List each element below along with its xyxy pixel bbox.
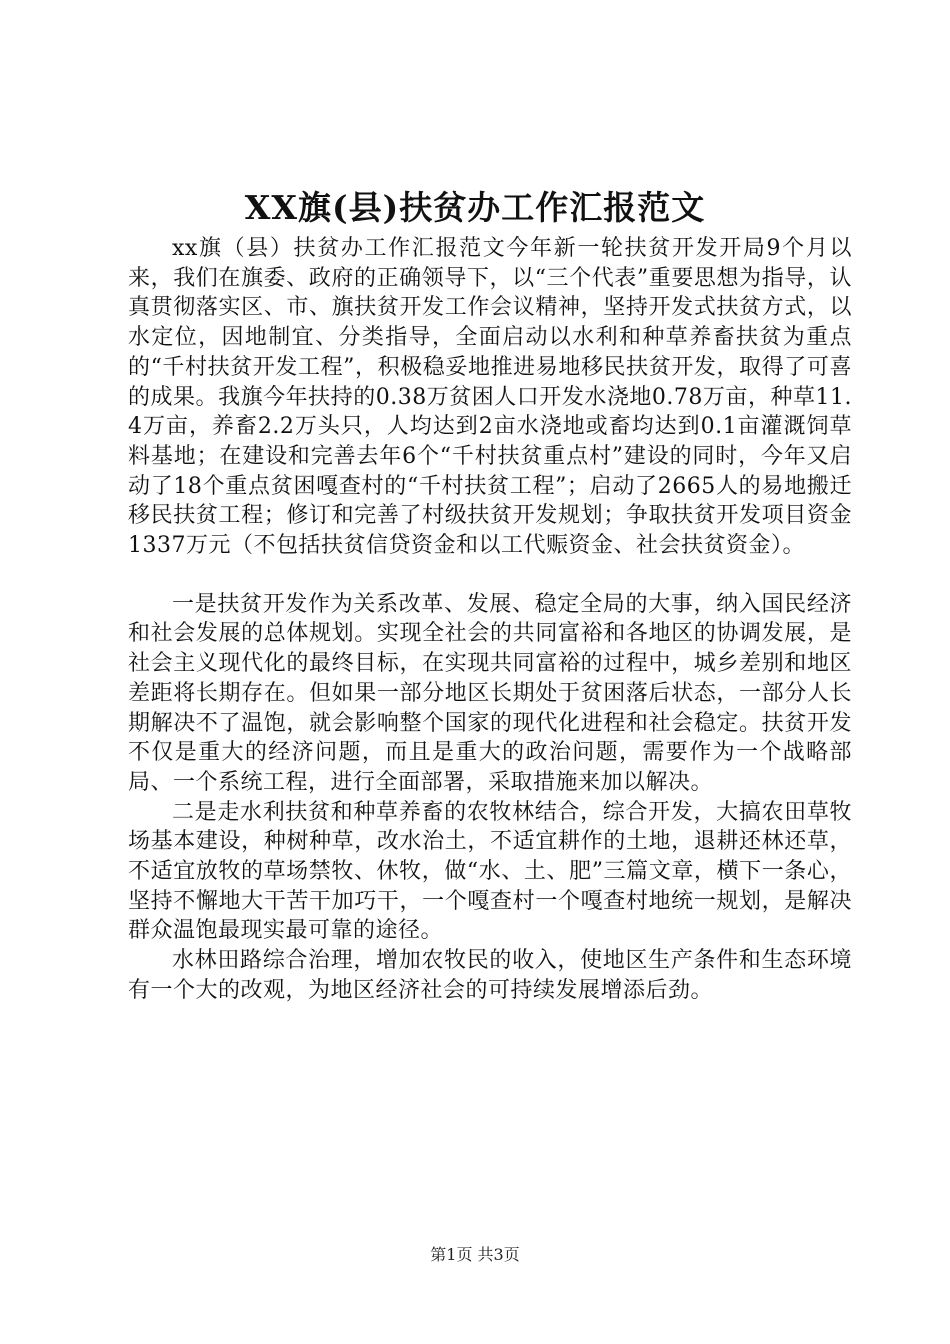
paragraph-conclusion: 水林田路综合治理，增加农牧民的收入，使地区生产条件和生态环境有一个大的改观，为地区经济社会的可持续发展增添后劲。 <box>128 948 852 1003</box>
paragraph-point-two: 二是走水利扶贫和种草养畜的农牧林结合，综合开发，大搞农田草牧场基本建设，种树种草，改水治土，不适宜耕作的土地，退耕还林还草，不适宜放牧的草场禁牧、休牧，做“水、土、肥”三篇文章，横下一条心，坚持不懈地大干苦干加巧干，一个嘎查村一个嘎查村地统一规划，是解决群众温饱最现实最可靠的途径。 <box>128 799 852 944</box>
paragraph-point-one: 一是扶贫开发作为关系改革、发展、稳定全局的大事，纳入国民经济和社会发展的总体规划。实现全社会的共同富裕和各地区的协调发展，是社会主义现代化的最终目标，在实现共同富裕的过程中，城乡差别和地区差距将长期存在。但如果一部分地区长期处于贫困落后状态，一部分人长期解决不了温饱，就会影响整个国家的现代化进程和社会稳定。扶贫开发不仅是重大的经济问题，而且是重大的政治问题，需要作为一个战略部局、一个系统工程，进行全面部署，采取措施来加以解决。 <box>128 591 852 795</box>
page-footer: 第1页 共3页 <box>430 1245 520 1264</box>
document-body <box>128 234 852 1006</box>
document-title: XX旗(县)扶贫办工作汇报范文 <box>244 188 706 227</box>
paragraph-intro: xx旗（县）扶贫办工作汇报范文今年新一轮扶贫开发开局9个月以来，我们在旗委、政府的正确领导下，以“三个代表”重要思想为指导，认真贯彻落实区、市、旗扶贫开发工作会议精神，坚持开发式扶贫方式，以水定位，因地制宜、分类指导，全面启动以水利和种草养畜扶贫为重点的“千村扶贫开发工程”，积极稳妥地推进易地移民扶贫开发，取得了可喜的成果。我旗今年扶持的0.38万贫困人口开发水浇地0.78万亩，种草11.4万亩，养畜2.2万头只，人均达到2亩水浇地或畜均达到0.1亩灌溉饲草料基地；在建设和完善去年6个“千村扶贫重点村”建设的同时，今年又启动了18个重点贫困嘎查村的“千村扶贫工程”；启动了2665人的易地搬迁移民扶贫工程；修订和完善了村级扶贫开发规划；争取扶贫开发项目资金1337万元（不包括扶贫信贷资金和以工代赈资金、社会扶贫资金）。 <box>128 236 852 559</box>
